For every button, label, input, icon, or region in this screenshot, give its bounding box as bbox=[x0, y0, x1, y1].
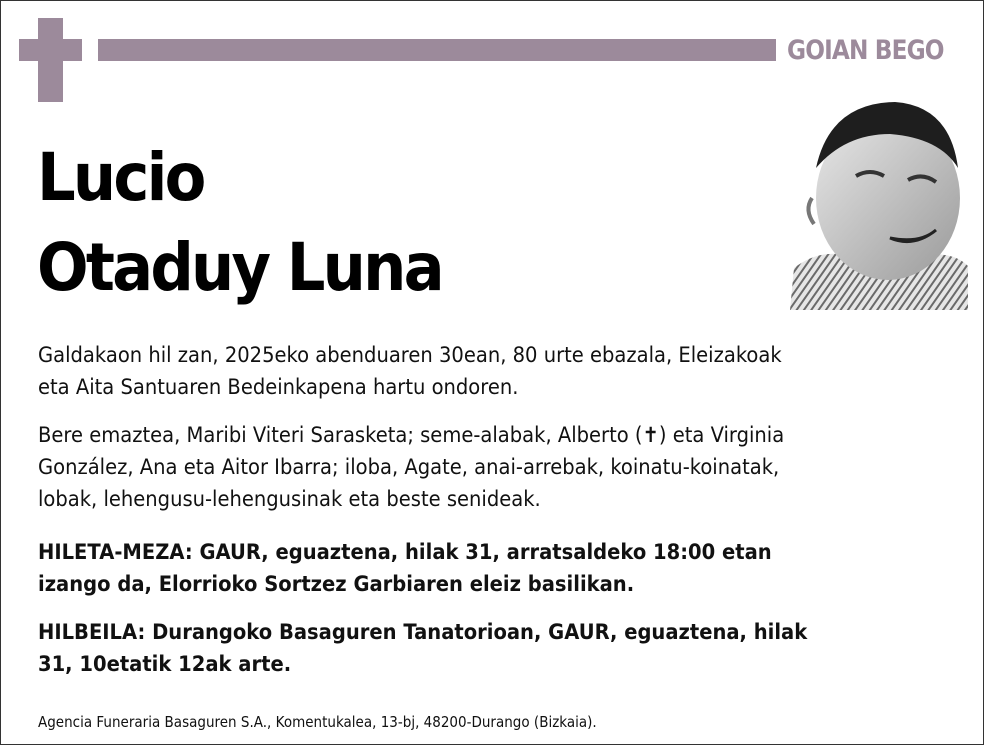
family-list bbox=[38, 419, 968, 515]
name-second-line: Otaduy Luna bbox=[37, 229, 442, 306]
text-line: Galdakaon hil zan, 2025eko abenduaren 30ean, 80 urte ebazala, Eleizakoak bbox=[38, 343, 782, 367]
text-line: 31, 10etatik 12ak arte. bbox=[38, 652, 292, 676]
name-first-line: Lucio bbox=[37, 139, 204, 216]
text-line: izango da, Elorrioko Sortzez Garbiaren eleiz basilikan. bbox=[38, 572, 635, 596]
text-line: Bere emaztea, Maribi Viteri Sarasketa; seme-alabak, Alberto (✝) eta Virginia bbox=[38, 423, 785, 447]
funeral-home-footer: Agencia Funeraria Basaguren S.A., Komentukalea, 13-bj, 48200-Durango (Bizkaia). bbox=[38, 713, 597, 731]
wake-info bbox=[38, 616, 968, 680]
portrait-photo bbox=[790, 98, 968, 310]
funeral-mass-info bbox=[38, 536, 968, 600]
latin-cross-icon-bar bbox=[19, 39, 82, 61]
text-line: HILBEILA: Durangoko Basaguren Tanatorioan, GAUR, eguaztena, hilak bbox=[38, 620, 808, 644]
header-rule bbox=[98, 39, 776, 61]
header-label: GOIAN BEGO bbox=[787, 35, 944, 66]
text-line: HILETA-MEZA: GAUR, eguaztena, hilak 31, arratsaldeko 18:00 etan bbox=[38, 540, 772, 564]
text-line: eta Aita Santuaren Bedeinkapena hartu ondoren. bbox=[38, 375, 519, 399]
text-line: lobak, lehengusu-lehengusinak eta beste senideak. bbox=[38, 487, 541, 511]
deceased-name bbox=[37, 133, 442, 313]
portrait-photo-illustration bbox=[790, 98, 968, 310]
death-announcement bbox=[38, 339, 968, 403]
text-line: González, Ana eta Aitor Ibarra; iloba, Agate, anai-arrebak, koinatu-koinatak, bbox=[38, 455, 780, 479]
